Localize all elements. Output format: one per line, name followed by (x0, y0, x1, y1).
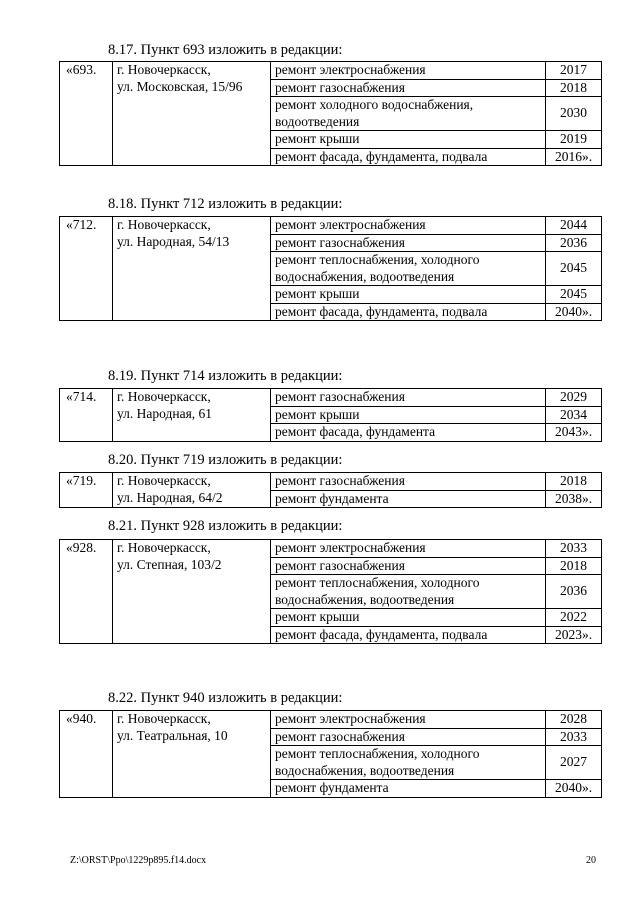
address-cell (113, 711, 271, 798)
work-year: 2017 (546, 62, 602, 80)
work-year: 2043». (546, 424, 602, 442)
work-year: 2019 (546, 131, 602, 149)
address-street: ул. Театральная, 10 (117, 727, 228, 743)
address-street: ул. Московская, 15/96 (117, 78, 243, 94)
item-number: «712. (60, 217, 113, 321)
work-type: ремонт крыши (271, 131, 546, 149)
item-number: «719. (60, 473, 113, 508)
section-heading: 8.19. Пункт 714 изложить в редакции: (108, 368, 343, 384)
address-street: ул. Народная, 54/13 (117, 233, 230, 249)
address-city: г. Новочеркасск, (117, 389, 211, 404)
work-year: 2018 (546, 473, 602, 491)
item-number: «714. (60, 389, 113, 442)
amendment-table (59, 61, 602, 166)
address-cell (113, 540, 271, 644)
work-type: ремонт газоснабжения (271, 473, 546, 491)
work-year: 2040». (546, 303, 602, 321)
amendment-table (59, 472, 602, 508)
address-street: ул. Народная, 61 (117, 405, 213, 421)
work-year: 2034 (546, 406, 602, 424)
section-heading: 8.21. Пункт 928 изложить в редакции: (108, 518, 343, 534)
work-type: ремонт электроснабжения (271, 540, 546, 558)
address-city: г. Новочеркасск, (117, 473, 211, 488)
address-street: ул. Народная, 64/2 (117, 489, 223, 505)
work-year: 2045 (546, 252, 602, 286)
work-type: ремонт фасада, фундамента, подвала (271, 148, 546, 166)
work-type: ремонт электроснабжения (271, 62, 546, 80)
work-type: ремонт электроснабжения (271, 711, 546, 729)
work-year: 2044 (546, 217, 602, 235)
section-heading: 8.18. Пункт 712 изложить в редакции: (108, 196, 343, 212)
section-heading: 8.20. Пункт 719 изложить в редакции: (108, 452, 343, 468)
amendment-table (59, 710, 602, 798)
work-type: ремонт холодного водоснабжения, водоотведения (271, 97, 546, 131)
address-cell (113, 473, 271, 508)
work-type: ремонт крыши (271, 609, 546, 627)
work-year: 2028 (546, 711, 602, 729)
work-year: 2030 (546, 97, 602, 131)
item-number: «940. (60, 711, 113, 798)
work-type: ремонт фасада, фундамента, подвала (271, 303, 546, 321)
work-type: ремонт газоснабжения (271, 234, 546, 252)
work-type: ремонт электроснабжения (271, 217, 546, 235)
work-type: ремонт крыши (271, 286, 546, 304)
work-type: ремонт фасада, фундамента (271, 424, 546, 442)
work-type: ремонт теплоснабжения, холодного водоснабжения, водоотведения (271, 746, 546, 780)
work-type: ремонт теплоснабжения, холодного водоснабжения, водоотведения (271, 252, 546, 286)
work-year: 2045 (546, 286, 602, 304)
work-year: 2036 (546, 575, 602, 609)
work-year: 2033 (546, 540, 602, 558)
amendment-table (59, 539, 602, 644)
amendment-table (59, 388, 602, 442)
work-year: 2018 (546, 79, 602, 97)
work-type: ремонт газоснабжения (271, 728, 546, 746)
address-city: г. Новочеркасск, (117, 62, 211, 77)
work-type: ремонт фасада, фундамента, подвала (271, 626, 546, 644)
work-type: ремонт крыши (271, 406, 546, 424)
address-city: г. Новочеркасск, (117, 540, 211, 555)
work-year: 2016». (546, 148, 602, 166)
item-number: «693. (60, 62, 113, 166)
work-year: 2023». (546, 626, 602, 644)
work-type: ремонт фундамента (271, 490, 546, 508)
work-type: ремонт газоснабжения (271, 557, 546, 575)
work-type: ремонт теплоснабжения, холодного водоснабжения, водоотведения (271, 575, 546, 609)
address-cell (113, 62, 271, 166)
work-year: 2029 (546, 389, 602, 407)
address-city: г. Новочеркасск, (117, 711, 211, 726)
work-type: ремонт фундамента (271, 780, 546, 798)
work-type: ремонт газоснабжения (271, 389, 546, 407)
address-street: ул. Степная, 103/2 (117, 556, 222, 572)
section-heading: 8.17. Пункт 693 изложить в редакции: (108, 42, 343, 58)
page-number: 20 (586, 855, 596, 866)
amendment-table (59, 216, 602, 321)
work-year: 2027 (546, 746, 602, 780)
work-year: 2018 (546, 557, 602, 575)
address-cell (113, 217, 271, 321)
address-cell (113, 389, 271, 442)
work-year: 2022 (546, 609, 602, 627)
work-year: 2040». (546, 780, 602, 798)
work-year: 2036 (546, 234, 602, 252)
item-number: «928. (60, 540, 113, 644)
work-type: ремонт газоснабжения (271, 79, 546, 97)
address-city: г. Новочеркасск, (117, 217, 211, 232)
document-path: Z:\ORST\Ppo\1229p895.f14.docx (70, 855, 207, 866)
work-year: 2038». (546, 490, 602, 508)
section-heading: 8.22. Пункт 940 изложить в редакции: (108, 690, 343, 706)
work-year: 2033 (546, 728, 602, 746)
